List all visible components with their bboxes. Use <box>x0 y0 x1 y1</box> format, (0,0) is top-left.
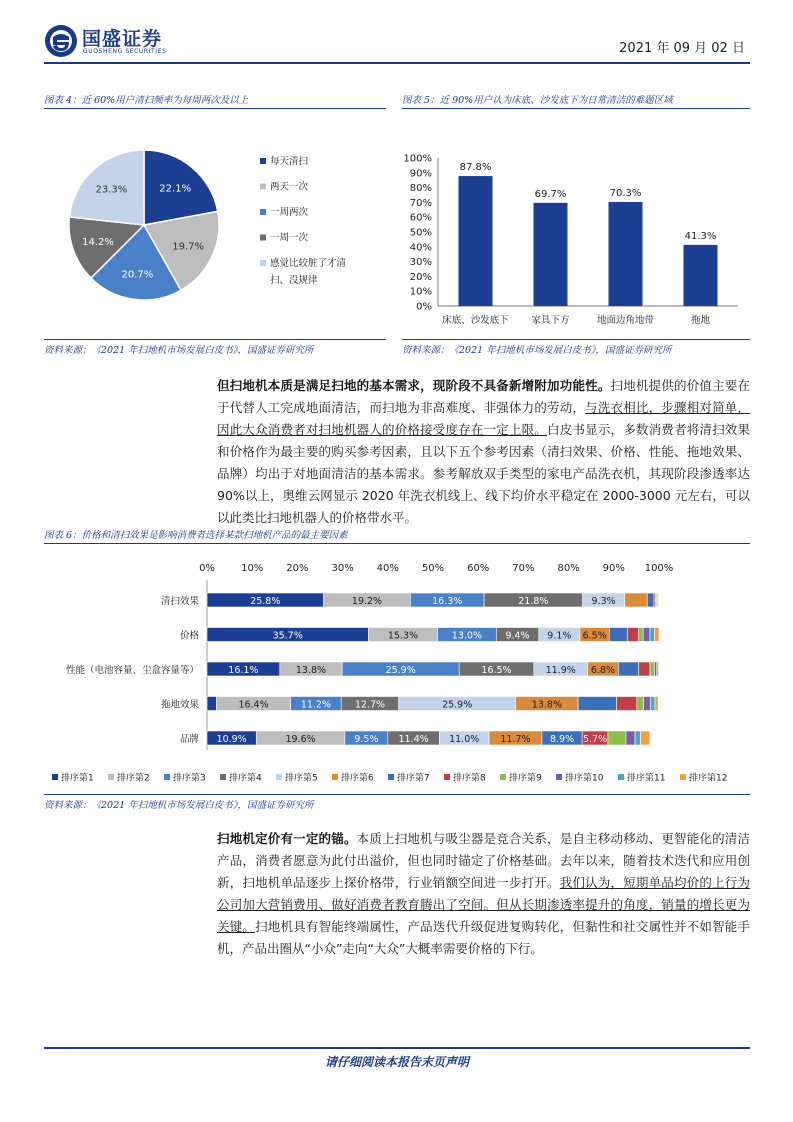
legend-swatch <box>260 260 266 266</box>
x-category-label: 家具下方 <box>531 315 570 326</box>
stacked-segment <box>626 731 635 745</box>
legend-label: 两天一次 <box>270 181 309 193</box>
stacked-segment <box>639 662 650 676</box>
bar-value-label: 70.3% <box>609 187 642 199</box>
fig6-title: 图表 6：价格和清扫效果是影响消费者选择某款扫地机产品的最主要因素 <box>44 530 348 541</box>
segment-label: 8.9% <box>549 734 575 745</box>
stacked-segment <box>618 662 638 676</box>
segment-label: 16.3% <box>432 596 463 607</box>
segment-label: 13.8% <box>531 699 562 711</box>
legend-swatch <box>164 774 170 780</box>
x-category-label: 拖地 <box>690 315 711 326</box>
segment-label: 9.4% <box>505 630 530 642</box>
category-label: 品牌 <box>179 734 199 745</box>
report-date: 2021 年 09 月 02 日 <box>619 41 745 56</box>
stacked-segment <box>627 628 638 642</box>
legend-label: 排序第4 <box>229 773 262 784</box>
paragraph-1 <box>217 375 750 529</box>
segment-label: 16.1% <box>228 665 259 676</box>
footer-rule <box>44 1047 750 1049</box>
paragraph-2-underlined: 我们认为，短期单品均价的上行为公司加大营销费用、做好消费者教育腾出了空间。但从长期渗透率提升的角度，销量的增长更为关键。 <box>217 875 750 934</box>
category-label: 拖地效果 <box>160 699 199 711</box>
legend-swatch <box>220 774 226 780</box>
fig5-source: 资料来源：《2021 年扫地机市场发展白皮书》，国盛证券研究所 <box>402 345 672 356</box>
x-tick-label: 100% <box>644 563 674 574</box>
category-label: 性能（电池容量、尘盒容量等） <box>65 665 199 676</box>
legend-label: 排序第11 <box>627 773 666 784</box>
segment-label: 25.9% <box>385 665 416 676</box>
stacked-segment <box>647 593 654 607</box>
segment-label: 19.6% <box>285 734 316 745</box>
segment-label: 11.0% <box>449 734 480 745</box>
legend-swatch <box>556 774 562 780</box>
y-tick-label: 40% <box>409 242 432 254</box>
logo-subtitle: GUOSHENG SECURITIES <box>83 48 167 55</box>
legend-label: 排序第12 <box>689 773 728 784</box>
bar <box>459 176 493 306</box>
stacked-segment <box>654 662 656 676</box>
stacked-segment <box>644 697 651 711</box>
segment-label: 35.7% <box>272 630 303 642</box>
stacked-segment <box>625 593 648 607</box>
legend-label: 一周一次 <box>270 232 309 244</box>
segment-label: 12.7% <box>354 699 386 711</box>
stacked-segment <box>650 697 655 711</box>
segment-label: 16.5% <box>481 665 512 676</box>
stacked-segment <box>617 697 637 711</box>
stacked-segment <box>578 697 616 711</box>
legend-swatch <box>260 235 266 241</box>
legend-swatch <box>52 774 58 780</box>
segment-label: 25.8% <box>250 596 281 607</box>
stacked-segment <box>207 697 216 711</box>
legend-label: 扫、没规律 <box>270 275 318 286</box>
segment-label: 5.7% <box>582 734 608 745</box>
paragraph-2-text-a: 本质上扫地机与吸尘器是竞合关系，是自主移动移动、更智能化的清洁产品，消费者愿意为此付出溢价，但也同时锚定了价格基础。去年以来，随着技术迭代和应用创新，扫地机单品逐步上探价格带，行业销额空间进一步打开。 <box>217 831 750 890</box>
legend-label: 排序第8 <box>453 773 486 784</box>
y-tick-label: 100% <box>403 153 432 165</box>
x-tick-label: 70% <box>512 563 535 574</box>
legend-swatch <box>260 184 266 190</box>
fig6-source-rule <box>44 794 750 795</box>
legend-label: 每天清扫 <box>270 156 309 167</box>
fig4-source: 资料来源：《2021 年扫地机市场发展白皮书》，国盛证券研究所 <box>44 345 314 356</box>
fig4-source-rule <box>44 339 386 340</box>
segment-label: 11.2% <box>300 699 332 711</box>
fig4-title: 图表 4：近 60%用户清扫频率为每周两次及以上 <box>44 95 249 106</box>
segment-label: 21.8% <box>518 596 549 607</box>
stacked-segment <box>635 731 640 745</box>
segment-label: 16.4% <box>238 699 269 711</box>
segment-label: 25.9% <box>442 699 473 711</box>
stacked-segment <box>643 628 650 642</box>
category-label: 清扫效果 <box>160 596 199 607</box>
pie-slice-label: 19.7% <box>172 241 205 253</box>
legend-label: 排序第10 <box>565 773 604 784</box>
bar <box>609 202 643 306</box>
segment-label: 9.5% <box>354 734 379 745</box>
legend-swatch <box>332 774 338 780</box>
segment-label: 11.7% <box>500 734 531 745</box>
x-tick-label: 0% <box>199 563 215 574</box>
segment-label: 6.5% <box>582 630 607 642</box>
paragraph-2 <box>217 828 750 960</box>
segment-label: 11.9% <box>545 665 576 676</box>
y-tick-label: 60% <box>409 212 432 224</box>
legend-swatch <box>618 774 624 780</box>
x-tick-label: 10% <box>241 563 264 574</box>
legend-swatch <box>260 158 266 164</box>
segment-label: 6.8% <box>590 665 616 676</box>
segment-label: 9.3% <box>591 596 616 607</box>
paragraph-1-underlined: 与洗衣相比，步骤相对简单，因此大众消费者对扫地机器人的价格接受度存在一定上限。 <box>217 400 750 437</box>
x-category-label: 地面边角地带 <box>596 315 655 326</box>
segment-label: 13.8% <box>295 665 327 676</box>
fig4-pie-chart <box>44 112 386 337</box>
x-tick-label: 80% <box>557 563 580 574</box>
x-tick-label: 40% <box>376 563 399 574</box>
paragraph-1-text-b: 白皮书显示，多数消费者将清扫效果和价格作为最主要的购买参考因素，且以下五个参考因素（清扫效果、价格、性能、拖地效果、品牌）均出于对地面清洁的基本需求。参考解放双手类型的家电产品洗衣机，其现阶段渗透率达 90%以上，奥维云网显示 2020 年洗衣机线上、线下均价水平稳定在 2000-3000 元左右，可以以此类比扫地机器人的价格带水平。 <box>217 422 750 525</box>
category-label: 价格 <box>179 630 199 642</box>
pie-slice-label: 22.1% <box>159 183 192 195</box>
stacked-segment <box>658 662 659 676</box>
stacked-segment <box>640 731 649 745</box>
x-tick-label: 60% <box>467 563 490 574</box>
legend-label: 排序第5 <box>285 773 318 784</box>
fig5-title-rule <box>402 108 750 109</box>
header-rule <box>44 62 750 64</box>
segment-label: 11.4% <box>398 734 429 745</box>
segment-label: 19.2% <box>351 596 383 607</box>
fig5-bar-chart <box>402 112 750 337</box>
legend-label: 排序第1 <box>61 773 94 784</box>
paragraph-1-lead: 但扫地机本质是满足扫地的基本需求，现阶段不具备新增附加功能性。 <box>217 378 611 393</box>
legend-swatch <box>388 774 394 780</box>
paragraph-2-lead: 扫地机定价有一定的锚。 <box>217 831 357 846</box>
bar-value-label: 69.7% <box>534 188 567 200</box>
legend-label: 感觉比较脏了才清 <box>270 258 347 269</box>
segment-label: 13.0% <box>451 630 482 642</box>
logo-icon <box>44 24 78 58</box>
segment-label: 15.3% <box>387 630 419 642</box>
pie-slice-label: 23.3% <box>95 184 128 196</box>
y-tick-label: 50% <box>409 227 432 239</box>
pie-slice-label: 20.7% <box>121 269 154 281</box>
y-tick-label: 70% <box>409 197 432 209</box>
legend-swatch <box>680 774 686 780</box>
pie-slice-label: 14.2% <box>82 237 114 249</box>
legend-label: 排序第6 <box>341 773 374 784</box>
legend-label: 排序第9 <box>509 773 542 784</box>
legend-label: 一周两次 <box>270 207 309 218</box>
stacked-segment <box>654 628 659 642</box>
legend-swatch <box>108 774 114 780</box>
y-tick-label: 10% <box>409 286 432 298</box>
bar-value-label: 41.3% <box>684 230 717 242</box>
legend-label: 排序第2 <box>117 773 150 784</box>
footer-disclaimer: 请仔细阅读本报告末页声明 <box>324 1055 469 1069</box>
legend-swatch <box>444 774 450 780</box>
y-tick-label: 90% <box>409 168 432 180</box>
stacked-segment <box>637 697 644 711</box>
paragraph-1-text-a: 扫地机提供的价值主要在于代替人工完成地面清洁，而扫地为非高难度、非强体力的劳动， <box>217 378 750 415</box>
legend-swatch <box>260 209 266 215</box>
legend-label: 排序第7 <box>397 773 430 784</box>
legend-swatch <box>500 774 506 780</box>
bar <box>534 203 568 306</box>
x-tick-label: 90% <box>602 563 625 574</box>
fig4-title-rule <box>44 108 386 109</box>
paragraph-2-text-b: 扫地机具有智能终端属性，产品迭代升级促进复购转化，但黏性和社交属性并不如智能手机，产品出圈从“小众”走向“大众”大概率需要价格的下行。 <box>217 919 750 956</box>
legend-label: 排序第3 <box>173 773 206 784</box>
y-tick-label: 80% <box>409 183 432 195</box>
fig6-source: 资料来源：《2021 年扫地机市场发展白皮书》，国盛证券研究所 <box>44 800 314 811</box>
stacked-segment <box>639 628 644 642</box>
y-tick-label: 20% <box>409 271 432 283</box>
segment-label: 10.9% <box>216 734 247 745</box>
stacked-segment <box>650 662 655 676</box>
stacked-segment <box>655 697 658 711</box>
stacked-segment <box>609 628 627 642</box>
bar <box>684 245 718 306</box>
y-tick-label: 30% <box>409 257 432 269</box>
x-tick-label: 20% <box>286 563 309 574</box>
bar-value-label: 87.8% <box>459 162 492 174</box>
y-tick-label: 0% <box>416 301 432 313</box>
logo-name: 国盛证券 <box>82 28 163 50</box>
stacked-segment <box>650 628 655 642</box>
fig6-stacked-bar-chart <box>44 548 750 792</box>
stacked-segment <box>608 731 626 745</box>
fig5-source-rule <box>402 339 750 340</box>
x-category-label: 床底、沙发底下 <box>442 315 509 326</box>
fig6-title-rule <box>44 543 750 544</box>
fig5-title: 图表 5：近 90%用户认为床底、沙发底下为日常清洁的难题区域 <box>402 95 673 106</box>
x-tick-label: 30% <box>331 563 354 574</box>
segment-label: 9.1% <box>547 630 572 642</box>
x-tick-label: 50% <box>421 563 445 574</box>
legend-swatch <box>276 774 282 780</box>
